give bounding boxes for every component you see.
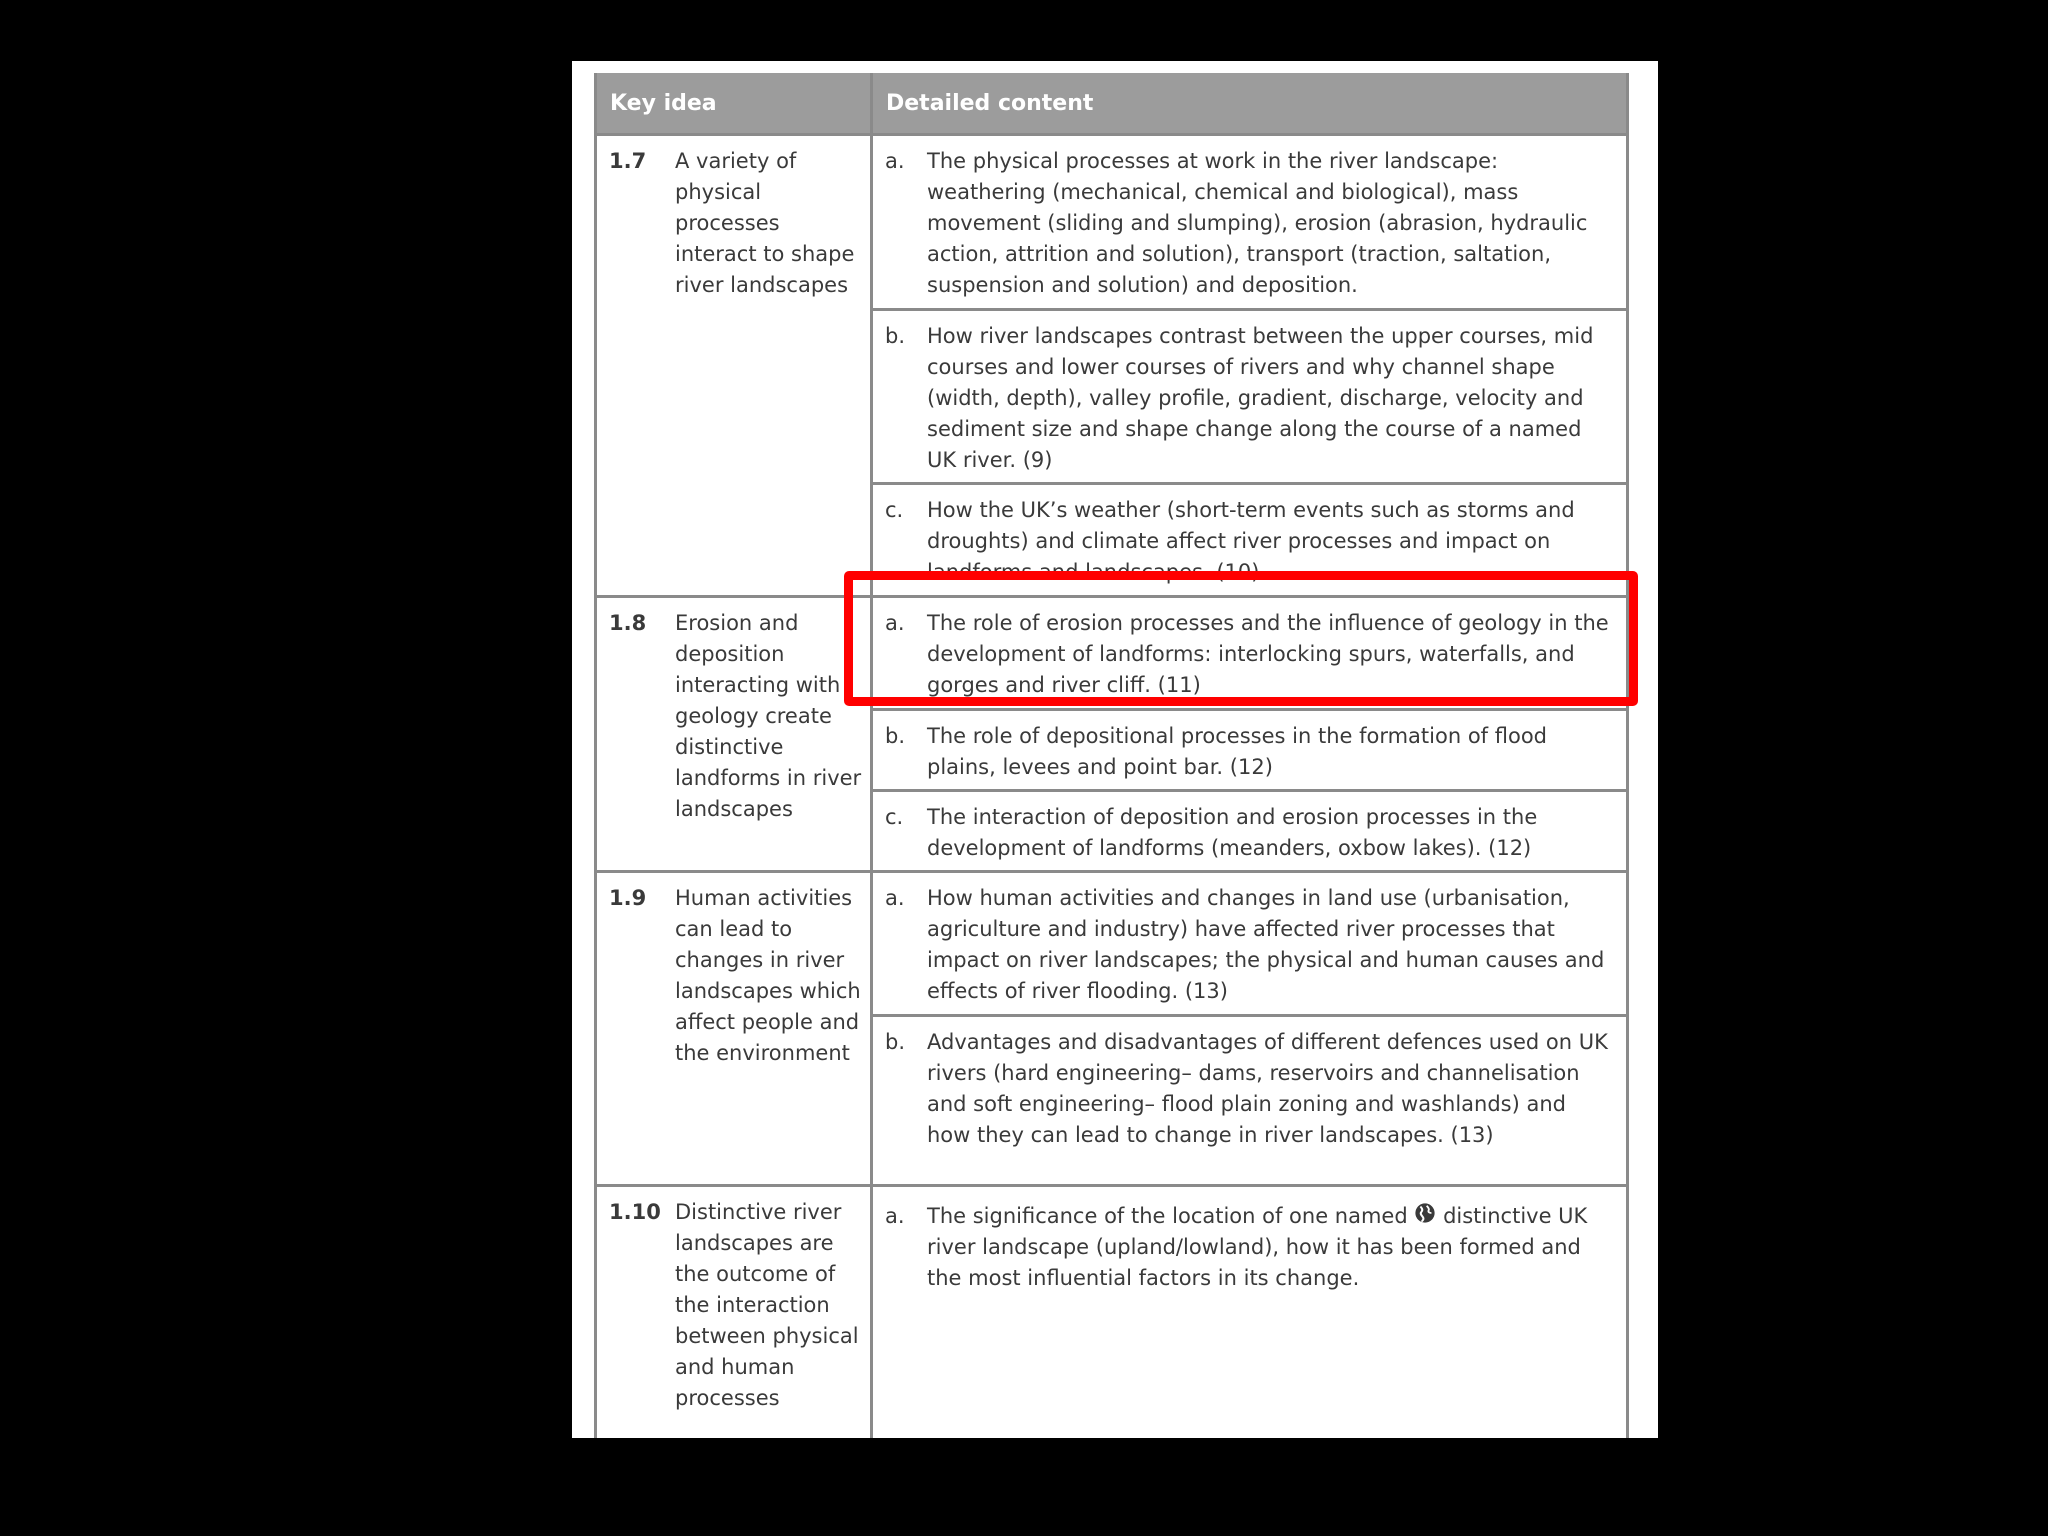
item-text-before: The significance of the location of one named	[927, 1204, 1408, 1229]
key-idea-cell	[596, 1186, 872, 1438]
detail-cell	[872, 1015, 1628, 1186]
globe-icon	[1414, 1202, 1436, 1224]
detail-cell	[872, 309, 1628, 484]
item-text: The physical processes at work in the river landscape: weathering (mechanical, chemical and biological), mass movement (sliding and slumping), erosion (abrasion, hydraulic action, attrition and solution), transport (traction, saltation, suspension and solution) and deposition.	[927, 149, 1588, 297]
item-letter: a.	[885, 1204, 905, 1229]
key-idea-cell	[596, 597, 872, 872]
key-idea-cell	[596, 135, 872, 597]
table-row	[596, 597, 1628, 709]
key-idea-text: Distinctive river landscapes are the outcome of the interaction between physical and human processes	[675, 1200, 859, 1411]
header-key-idea: Key idea	[596, 73, 872, 135]
detail-cell	[872, 135, 1628, 310]
item-text: How river landscapes contrast between the upper courses, mid courses and lower courses of rivers and why channel shape (width, depth), valley profile, gradient, discharge, velocity and sediment size and shape change along the course of a named UK river. (9)	[927, 323, 1594, 472]
key-idea-text: A variety of physical processes interact to shape river landscapes	[675, 149, 855, 297]
item-letter: b.	[885, 1029, 906, 1054]
item-letter: c.	[885, 498, 904, 522]
item-letter: b.	[885, 323, 906, 348]
item-letter: c.	[885, 804, 904, 829]
item-letter: a.	[885, 149, 905, 173]
detail-cell	[872, 872, 1628, 1015]
table-row	[596, 135, 1628, 310]
item-letter: a.	[885, 611, 905, 636]
table-row	[596, 1186, 1628, 1438]
key-idea-cell	[596, 872, 872, 1186]
key-idea-number: 1.10	[609, 1200, 661, 1225]
item-text: The role of depositional processes in the formation of flood plains, levees and point bar. (12)	[927, 723, 1548, 779]
item-letter: b.	[885, 723, 906, 748]
key-idea-number: 1.8	[609, 611, 647, 636]
item-text: How human activities and changes in land use (urbanisation, agriculture and industry) have affected river processes that impact on river landscapes; the physical and human causes and effects of river flooding. (13)	[927, 886, 1605, 1004]
item-text: How the UK’s weather (short-term events such as storms and droughts) and climate affect river processes and impact on landforms and landscapes. (10)	[927, 498, 1575, 584]
item-text: The interaction of deposition and erosion processes in the development of landforms (meanders, oxbow lakes). (12)	[927, 804, 1538, 860]
key-idea-text: Erosion and deposition interacting with geology create distinctive landforms in river landscapes	[675, 611, 862, 822]
header-detailed-content: Detailed content	[872, 73, 1628, 135]
detail-cell	[872, 484, 1628, 597]
item-text	[927, 1201, 1614, 1294]
key-idea-number: 1.9	[609, 886, 647, 911]
detail-cell-highlighted	[872, 597, 1628, 709]
specification-table	[594, 73, 1629, 1438]
item-text: Advantages and disadvantages of different defences used on UK rivers (hard engineering– dams, reservoirs and channelisation and soft engineering– flood plain zoning and washlands) and how they can lead to change in river landscapes. (13)	[927, 1029, 1608, 1147]
key-idea-text: Human activities can lead to changes in river landscapes which affect people and the environment	[675, 886, 861, 1066]
item-text-after: distinctive UK river landscape (upland/lowland), how it has been formed and the most influential factors in its change.	[927, 1204, 1588, 1291]
key-idea-number: 1.7	[609, 149, 647, 173]
detail-cell	[872, 790, 1628, 871]
table-row	[596, 872, 1628, 1015]
table-header-row	[596, 73, 1628, 135]
item-text: The role of erosion processes and the influence of geology in the development of landforms: interlocking spurs, waterfalls, and gorges and river cliff. (11)	[927, 611, 1609, 698]
detail-cell	[872, 1186, 1628, 1438]
document-page	[572, 61, 1658, 1438]
detail-cell	[872, 709, 1628, 790]
item-letter: a.	[885, 886, 905, 911]
